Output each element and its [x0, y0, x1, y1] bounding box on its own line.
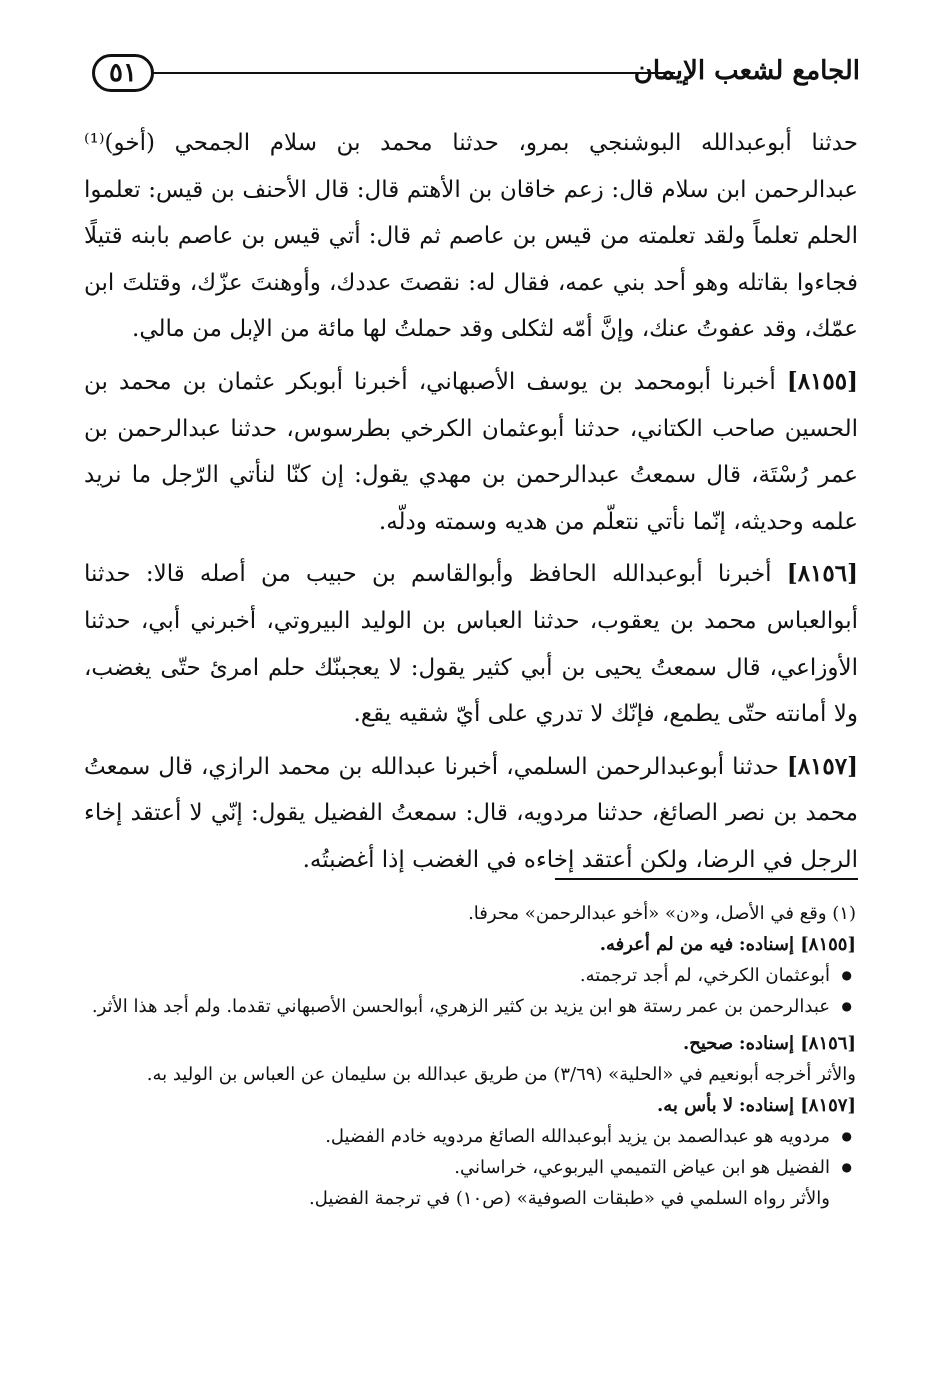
paragraph-text: حدثنا أبوعبدالله البوشنجي بمرو، حدثنا محمد بن سلام الجمحي (أخو)⁽¹⁾ عبدالرحمن ابن سلام قال: زعم خاقان بن الأهتم قال: قال الأحنف بن قيس: تعلموا الحلم تعلماً ولقد تعلمته من قيس بن عاصم ثم قال: أتي قيس بن عاصم بابنه قتيلًا فجاءوا بقاتله وهو أحد بني عمه، فقال له: نقصتَ عددك، وأوهنتَ عزّك، وقتلتَ ابن عمّك، وقد عفوتُ عنك، وإنَّ أمّه لثكلى وقد حملتُ لها مائة من الإبل من مالي.: [84, 130, 858, 343]
list-item: ● الفضيل هو ابن عياض التميمي اليربوعي، خراساني.: [84, 1152, 830, 1183]
footnote-8157-extra: والأثر رواه السلمي في «طبقات الصوفية» (ص١٠) في ترجمة الفضيل.: [309, 1188, 830, 1209]
footnote-value: لا بأس به.: [656, 1095, 734, 1116]
main-text: [84, 120, 858, 890]
footnote-8155-bullets: [84, 960, 856, 1022]
footnote-value: فيه من لم أعرفه.: [599, 934, 734, 955]
list-item: ● أبوعثمان الكرخي، لم أجد ترجمته.: [84, 960, 830, 991]
paragraph-8156: [84, 551, 858, 737]
paragraph-text: حدثنا أبوعبدالرحمن السلمي، أخبرنا عبدالله بن محمد الرازي، قال سمعتُ محمد بن نصر الصائغ، حدثنا مردويه، قال: سمعتُ الفضيل يقول: إنّي لا أعتقد إخاء الرجل في الرضا، ولكن أعتقد إخاءه في الغضب إذا أغضبتُه.: [84, 753, 858, 873]
list-item: ● مردويه هو عبدالصمد بن يزيد أبوعبدالله الصائغ مردويه خادم الفضيل.: [84, 1121, 830, 1152]
footnote-label: [٨١٥٦] إسناده:: [738, 1033, 856, 1054]
footnote-label: [٨١٥٥] إسناده:: [738, 934, 856, 955]
paragraph-8155: [84, 359, 858, 545]
footnote-8156: [84, 1028, 856, 1059]
footnote-label: [٨١٥٧] إسناده:: [738, 1095, 856, 1116]
hadith-number: [٨١٥٥]: [786, 367, 859, 395]
page-number: ٥١: [92, 54, 154, 92]
footnotes: [84, 898, 856, 1214]
paragraph-8157: [84, 744, 858, 884]
footnote-8157: [84, 1090, 856, 1121]
page-header: [92, 50, 860, 100]
footnote-value: صحيح.: [682, 1033, 734, 1054]
footnote-8155: [84, 929, 856, 960]
footnote-separator: [555, 878, 858, 880]
paragraph-text: أخبرنا أبومحمد بن يوسف الأصبهاني، أخبرنا أبوبكر عثمان بن محمد بن الحسين صاحب الكتاني، حدثنا أبوعثمان الكرخي بطرسوس، حدثنا عبدالرحمن بن عمر رُسْتَة، قال سمعتُ عبدالرحمن بن مهدي يقول: إن كنّا لنأتي الرّجل ما نريد علمه وحديثه، إنّما نأتي نتعلّم من هديه وسمته ودلّه.: [84, 368, 858, 535]
paragraph-continuation: [84, 120, 858, 353]
footnote-1: (١) وقع في الأصل، و«ن» «أخو عبدالرحمن» محرفا.: [468, 903, 856, 924]
footnote-8157-bullets: [84, 1121, 856, 1183]
list-item: ● عبدالرحمن بن عمر رستة هو ابن يزيد بن كثير الزهري، أبوالحسن الأصبهاني تقدما. ولم أجد هذا الأثر.: [84, 991, 830, 1022]
header-rule: [152, 72, 675, 74]
footnote-8156-extra: والأثر أخرجه أبونعيم في «الحلية» (٣/٦٩) من طريق عبدالله بن سليمان عن العباس بن الوليد به.: [146, 1064, 856, 1085]
running-title: الجامع لشعب الإيمان: [633, 56, 860, 86]
paragraph-text: أخبرنا أبوعبدالله الحافظ وأبوالقاسم بن حبيب من أصله قالا: حدثنا أبوالعباس محمد بن يعقوب، حدثنا العباس بن الوليد البيروتي، أخبرني أبي، حدثنا الأوزاعي، قال سمعتُ يحيى بن أبي كثير يقول: لا يعجبنّك حلم امرئ حتّى يغضب، ولا أمانته حتّى يطمع، فإنّك لا تدري على أيّ شقيه يقع.: [84, 561, 858, 728]
hadith-number: [٨١٥٦]: [786, 560, 858, 588]
hadith-number: [٨١٥٧]: [786, 752, 859, 780]
